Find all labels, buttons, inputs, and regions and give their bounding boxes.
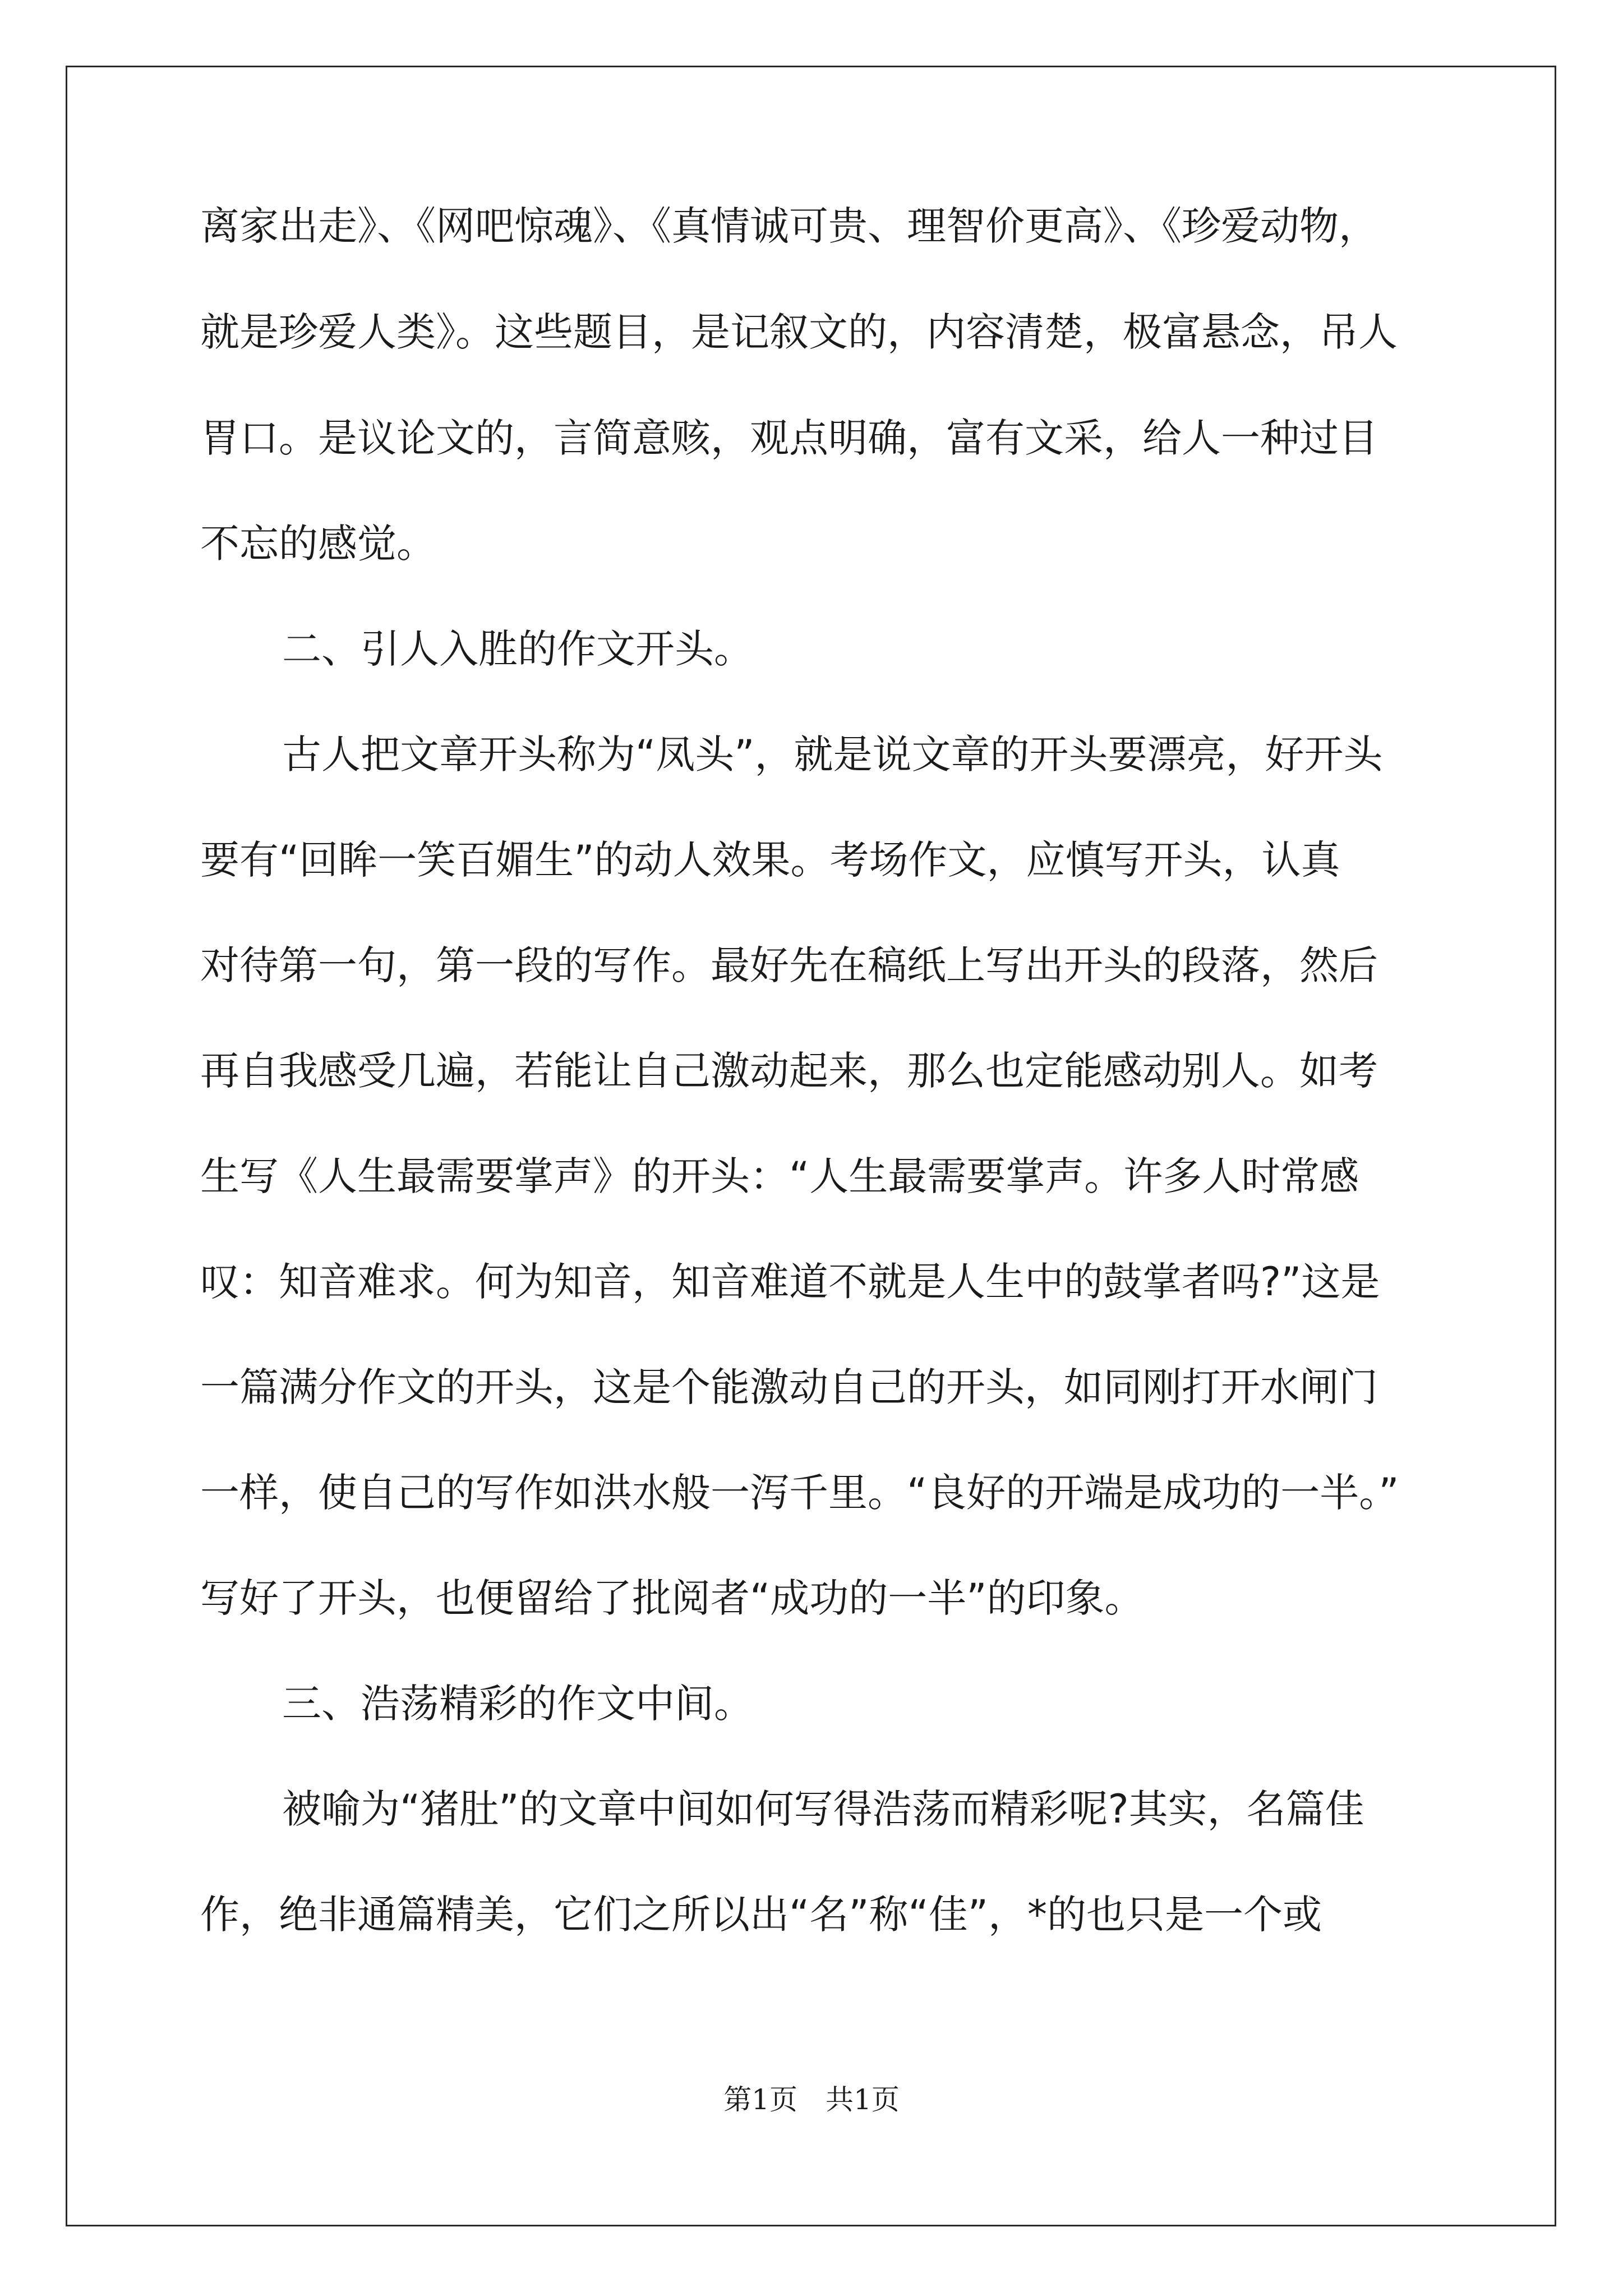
text-line: 离家出走》、《网吧惊魂》、《真情诚可贵、理智价更高》、《珍爱动物， — [200, 203, 1378, 249]
text-line: 写好了开头，也便留给了批阅者“成功的一半”的印象。 — [200, 1575, 1144, 1621]
text-line: 胃口。是议论文的，言简意赅，观点明确，富有文采，给人一种过目 — [200, 415, 1378, 461]
text-line: 一样，使自己的写作如洪水般一泻千里。“良好的开端是成功的一半。” — [200, 1470, 1399, 1516]
page-footer: 第1页 共1页 — [723, 2083, 900, 2116]
section-heading: 三、浩荡精彩的作文中间。 — [282, 1681, 753, 1727]
section-heading: 二、引人入胜的作文开头。 — [282, 626, 753, 672]
text-line: 被喻为“猪肚”的文章中间如何写得浩荡而精彩呢?其实，名篇佳 — [282, 1786, 1364, 1832]
text-line: 要有“回眸一笑百媚生”的动人效果。考场作文，应慎写开头，认真 — [200, 837, 1340, 883]
text-line: 作，绝非通篇精美，它们之所以出“名”称“佳”，*的也只是一个或 — [200, 1892, 1322, 1938]
text-line: 叹：知音难求。何为知音，知音难道不就是人生中的鼓掌者吗?”这是 — [200, 1259, 1380, 1305]
text-line: 一篇满分作文的开头，这是个能激动自己的开头，如同刚打开水闸门 — [200, 1364, 1378, 1410]
text-line: 就是珍爱人类》。这些题目，是记叙文的，内容清楚，极富悬念，吊人 — [200, 309, 1398, 355]
text-line: 再自我感受几遍，若能让自己激动起来，那么也定能感动别人。如考 — [200, 1048, 1378, 1094]
text-line: 对待第一句，第一段的写作。最好先在稿纸上写出开头的段落，然后 — [200, 942, 1378, 988]
text-line: 不忘的感觉。 — [200, 521, 436, 567]
text-line: 古人把文章开头称为“凤头”，就是说文章的开头要漂亮，好开头 — [282, 731, 1383, 777]
text-line: 生写《人生最需要掌声》的开头：“人生最需要掌声。许多人时常感 — [200, 1153, 1359, 1199]
